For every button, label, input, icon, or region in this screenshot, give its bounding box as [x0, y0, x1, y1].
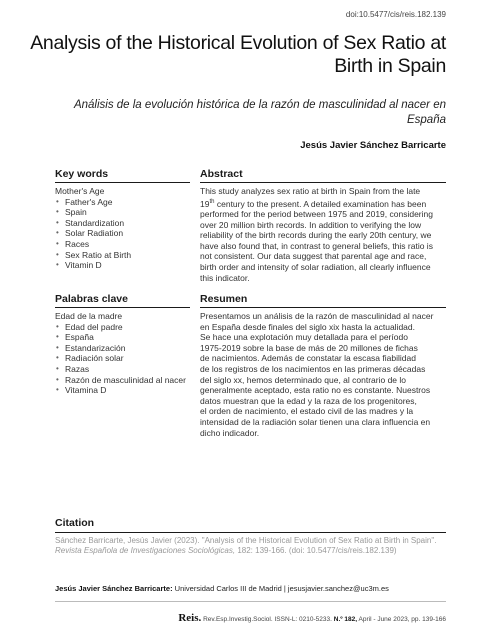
page-footer: Reis. Rev.Esp.Investig.Sociol. ISSN-L: 0210-5233. N.º 182, April - June 2023, pp. 139-166	[178, 612, 446, 624]
resumen-line: el orden de nacimiento, el estado civil de las madres y la	[200, 406, 414, 417]
doi-label: doi:10.5477/cis/reis.182.139	[345, 10, 446, 19]
article-subtitle: Análisis de la evolución histórica de la razón de masculinidad al nacer en España	[73, 99, 446, 126]
keyword-item: Edad de la madre	[55, 311, 123, 321]
resumen-line: intensidad de la radiación solar tienen una clara influencia en	[200, 416, 431, 427]
keyword-item: • Races	[55, 239, 190, 250]
resumen-rule	[200, 307, 446, 308]
resumen-line: 1975-2019 sobre la base de más de 20 millones de fichas	[200, 342, 418, 353]
affiliation-detail: Universidad Carlos III de Madrid | jesusjavier.sanchez@uc3m.es	[172, 584, 389, 593]
citation-heading: Citation	[55, 517, 95, 529]
resumen-line: del siglo xx, hemos determinado que, al contrario de lo	[200, 374, 407, 385]
keywords-en-heading: Key words	[55, 168, 109, 180]
resumen-line: dicho indicador.	[200, 427, 260, 438]
abstract-line: 19th century to the present. A detailed examination has been	[200, 198, 427, 209]
resumen-line: datos muestran que la edad y la raza de los progenitores,	[200, 395, 417, 406]
abstract-rule	[200, 182, 446, 183]
abstract-line: performed for the period between 1975 and 2019, considering	[200, 209, 433, 220]
abstract-line: birth order and intensity of solar radiation, all clearly influence	[200, 261, 431, 272]
abstract-century-sup: th	[209, 198, 215, 205]
issue-number: N.º 182,	[333, 616, 358, 623]
abstract-section	[200, 168, 446, 283]
citation-rule	[55, 532, 446, 533]
affiliation-name: Jesús Javier Sánchez Barricarte:	[55, 584, 173, 593]
keywords-en-rule	[55, 182, 190, 183]
resumen-line: de los registros de los nacimientos en las primeras décadas	[200, 363, 426, 374]
abstract-text	[200, 186, 446, 283]
resumen-section	[200, 293, 446, 438]
journal-logo: Reis.	[178, 612, 202, 624]
keyword-item: • Radiación solar	[55, 353, 190, 364]
resumen-text	[200, 311, 446, 438]
keywords-es-list	[55, 311, 190, 396]
article-title: Analysis of the Historical Evolution of Sex Ratio at Birth in Spain	[30, 32, 446, 77]
keyword-item: • España	[55, 332, 190, 343]
resumen-line: de nacimientos. Además de constatar la escasa fiabilidad	[200, 353, 416, 364]
keyword-item: • Standardization	[55, 218, 190, 229]
resumen-line: en España desde finales del siglo xix hasta la actualidad.	[200, 321, 416, 332]
keyword-item: • Father's Age	[55, 197, 190, 208]
abstract-line: reliability of the birth records during the early 20th century, we	[200, 230, 432, 241]
footer-rule	[55, 601, 446, 602]
resumen-line: Presentamos un análisis de la razón de masculinidad al nacer	[200, 311, 434, 321]
citation-text	[55, 536, 450, 556]
abstract-heading: Abstract	[200, 168, 243, 180]
keywords-es-section	[55, 293, 190, 396]
citation-line: Sánchez Barricarte, Jesús Javier (2023). "Analysis of the Historical Evolution of Sex Ratio at Birth in Spain".	[55, 536, 437, 545]
abstract-line: this indicator.	[200, 272, 250, 283]
keyword-item: • Razas	[55, 364, 190, 375]
keyword-item: • Sex Ratio at Birth	[55, 250, 190, 261]
keywords-en-list	[55, 186, 190, 271]
keywords-en-section	[55, 168, 190, 271]
abstract-line: have also found that, in contrast to general beliefs, this ratio is	[200, 240, 433, 251]
keyword-item: • Edad del padre	[55, 322, 190, 333]
resumen-line: Se hace una explotación muy detallada para el período	[200, 332, 408, 343]
citation-journal: Revista Española de Investigaciones Sociológicas,	[55, 546, 236, 556]
abstract-line: not consistent. Our data suggest that parental age and race,	[200, 251, 427, 262]
resumen-line: generalmente aceptado, esta ratio no es constante. Nuestros	[200, 385, 431, 396]
keyword-item: • Vitamina D	[55, 385, 190, 396]
citation-line: Revista Española de Investigaciones Sociológicas, 182: 139-166. (doi: 10.5477/cis/reis.182.139)	[55, 546, 397, 556]
resumen-heading: Resumen	[200, 293, 248, 305]
keyword-item: Mother's Age	[55, 186, 105, 196]
keyword-item: • Solar Radiation	[55, 228, 190, 239]
keyword-item: • Razón de masculinidad al nacer	[55, 375, 190, 386]
abstract-line: This study analyzes sex ratio at birth in Spain from the late	[200, 186, 421, 196]
author-affiliation	[55, 584, 450, 593]
abstract-century-num: 19	[200, 198, 210, 209]
keyword-item: • Vitamin D	[55, 260, 190, 271]
keyword-item: • Estandarización	[55, 343, 190, 354]
abstract-line: over 20 million birth records. In addition to verifying the low	[200, 219, 422, 230]
keywords-es-heading: Palabras clave	[55, 293, 128, 305]
keyword-item: • Spain	[55, 207, 190, 218]
keywords-es-rule	[55, 307, 190, 308]
author-name: Jesús Javier Sánchez Barricarte	[300, 140, 446, 151]
